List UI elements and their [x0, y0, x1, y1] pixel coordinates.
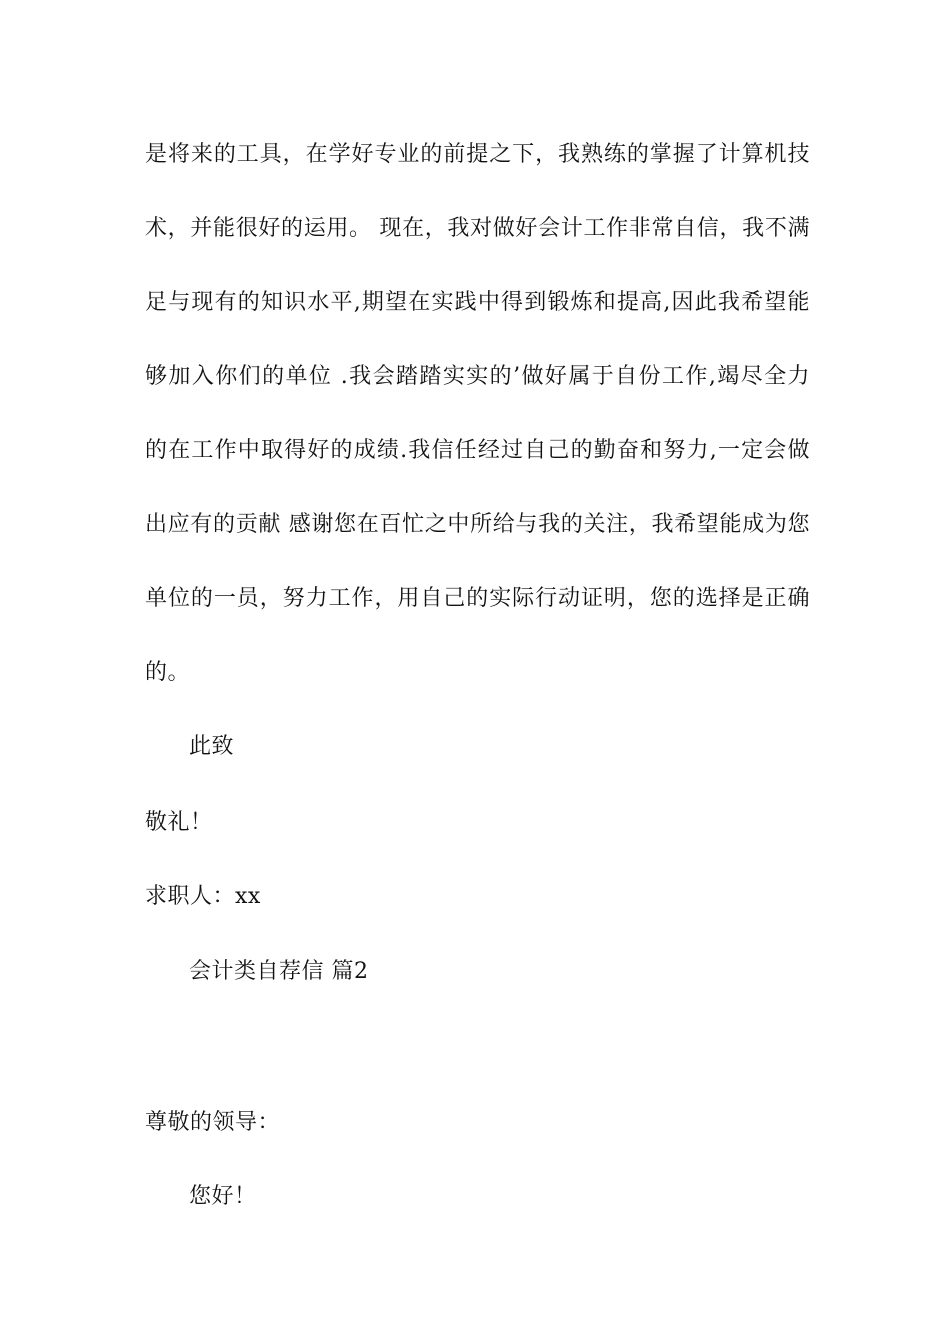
body-line-3: 足与现有的知识水平,期望在实践中得到锻炼和提高,因此我希望能 [145, 290, 810, 315]
body-line-7: 单位的一员，努力工作，用自己的实际行动证明，您的选择是正确 [145, 586, 810, 611]
body-line-1: 是将来的工具，在学好专业的前提之下，我熟练的掌握了计算机技 [145, 142, 810, 167]
body-line-4: 够加入你们的单位 .我会踏踏实实的’做好属于自份工作,竭尽全力 [145, 364, 810, 389]
hello-text: 您好！ [189, 1184, 257, 1209]
body-line-8: 的。 [145, 660, 191, 685]
body-line-2: 术，并能很好的运用。 现在，我对做好会计工作非常自信，我不满 [145, 216, 810, 241]
salute-text: 敬礼！ [145, 810, 213, 835]
closing-text: 此致 [189, 734, 235, 759]
signature-text: 求职人：xx [145, 884, 261, 909]
greeting-text: 尊敬的领导： [145, 1110, 281, 1135]
section-heading: 会计类自荐信 篇2 [189, 959, 369, 984]
body-line-6: 出应有的贡献 感谢您在百忙之中所给与我的关注，我希望能成为您 [145, 512, 810, 537]
body-line-5: 的在工作中取得好的成绩.我信任经过自己的勤奋和努力,一定会做 [145, 438, 810, 463]
